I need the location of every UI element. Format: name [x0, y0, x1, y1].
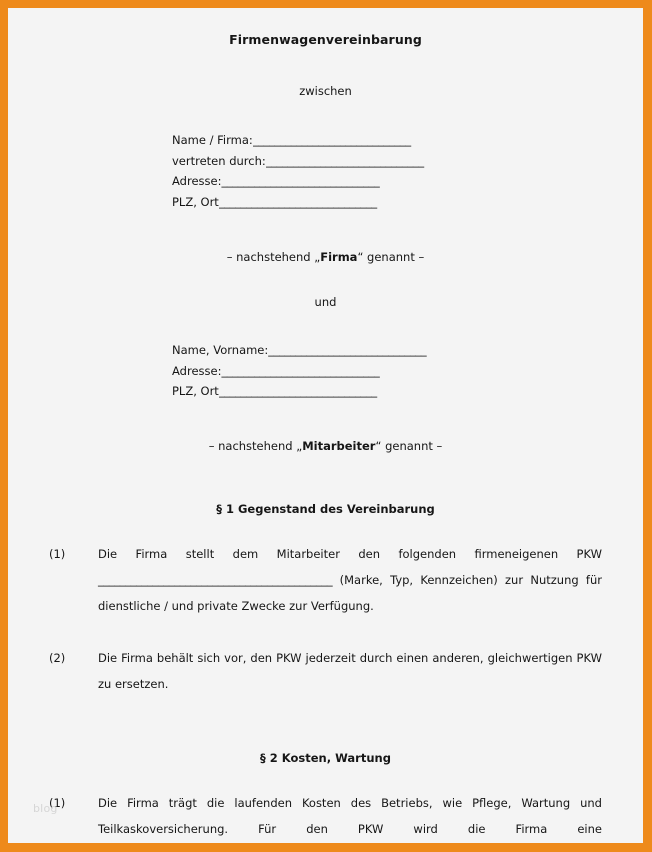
field-rule-plz-ort-firma[interactable]: _____________________________ — [218, 194, 377, 209]
field-row-name-vorname — [172, 340, 479, 361]
clause-inline-rule-2[interactable]: __________________________________ — [147, 572, 333, 587]
party-one-caption-term: Firma — [320, 250, 358, 264]
party-two-caption — [49, 402, 602, 453]
field-rule-name-vorname[interactable]: _____________________________ — [268, 343, 427, 357]
clause-1-1 — [49, 516, 602, 619]
field-label-vertreten-durch: vertreten durch: — [172, 153, 266, 168]
field-label-plz-ort-firma: PLZ, Ort — [172, 194, 219, 209]
field-label-plz-ort-mitarbeiter: PLZ, Ort — [172, 384, 219, 398]
field-rule-plz-ort-mitarbeiter[interactable]: _____________________________ — [218, 384, 377, 398]
field-rule-adresse-mitarbeiter[interactable]: _____________________________ — [221, 363, 380, 378]
clause-text: Die Firma behält sich vor, den PKW jederzeit durch einen anderen, gleichwertigen PKW zu ersetzen. — [98, 650, 602, 691]
field-label-adresse-mitarbeiter: Adresse: — [172, 363, 222, 378]
page-title: Firmenwagenvereinbarung — [229, 32, 422, 47]
document-sheet — [8, 8, 643, 843]
field-rule-vertreten-durch[interactable]: _____________________________ — [265, 153, 424, 168]
field-label-name-firma: Name / Firma: — [172, 133, 253, 147]
party-two-caption-suffix: “ genannt – — [375, 438, 443, 453]
party-one-field-group — [172, 98, 479, 212]
clause-2-1 — [49, 765, 602, 844]
clause-text-part-2: (Marke, Typ, Kennzeichen) zur Nutzung für dienstliche / und private Zwecke zur Verfügung. — [98, 572, 602, 613]
party-two-field-group — [172, 309, 479, 402]
field-row-plz-ort-firma — [172, 192, 479, 213]
clause-text: Die Firma trägt die laufenden Kosten des Betriebs, wie Pflege, Wartung und Teilkaskoversicherung. Für den PKW wird die Firma eine — [98, 795, 602, 836]
section-heading-paragraph-2: § 2 Kosten, Wartung — [260, 750, 391, 765]
party-one-caption-suffix: “ genannt – — [357, 250, 425, 264]
clause-number: (1) — [49, 795, 66, 810]
field-rule-name-firma[interactable]: _____________________________ — [252, 133, 411, 147]
party-one-caption-prefix: – nachstehend „ — [226, 250, 321, 264]
party-one-caption — [49, 212, 602, 264]
clause-number: (1) — [49, 546, 66, 561]
clause-text-part-1: Die Firma stellt dem Mitarbeiter den folgenden firmeneigenen PKW — [98, 546, 602, 561]
blog-watermark: blog — [33, 802, 58, 815]
field-row-name-firma — [172, 130, 479, 151]
field-rule-adresse-firma[interactable]: _____________________________ — [221, 174, 380, 188]
party-two-caption-term: Mitarbeiter — [302, 438, 376, 453]
field-row-adresse-mitarbeiter — [172, 361, 479, 382]
field-row-vertreten-durch — [172, 151, 479, 172]
clause-number: (2) — [49, 650, 66, 665]
clause-1-2 — [49, 619, 602, 697]
intro-between-label: zwischen — [299, 84, 352, 98]
field-label-adresse-firma: Adresse: — [172, 174, 222, 188]
section-heading-paragraph-1: § 1 Gegenstand des Vereinbarung — [216, 501, 435, 516]
intro-and-label: und — [314, 295, 337, 309]
party-two-caption-prefix: – nachstehend „ — [208, 438, 303, 453]
field-row-adresse-firma — [172, 171, 479, 192]
clause-inline-rule-1[interactable]: _________ — [98, 572, 148, 587]
clause-text — [98, 541, 602, 619]
field-label-name-vorname: Name, Vorname: — [172, 343, 269, 357]
field-row-plz-ort-mitarbeiter — [172, 381, 479, 402]
